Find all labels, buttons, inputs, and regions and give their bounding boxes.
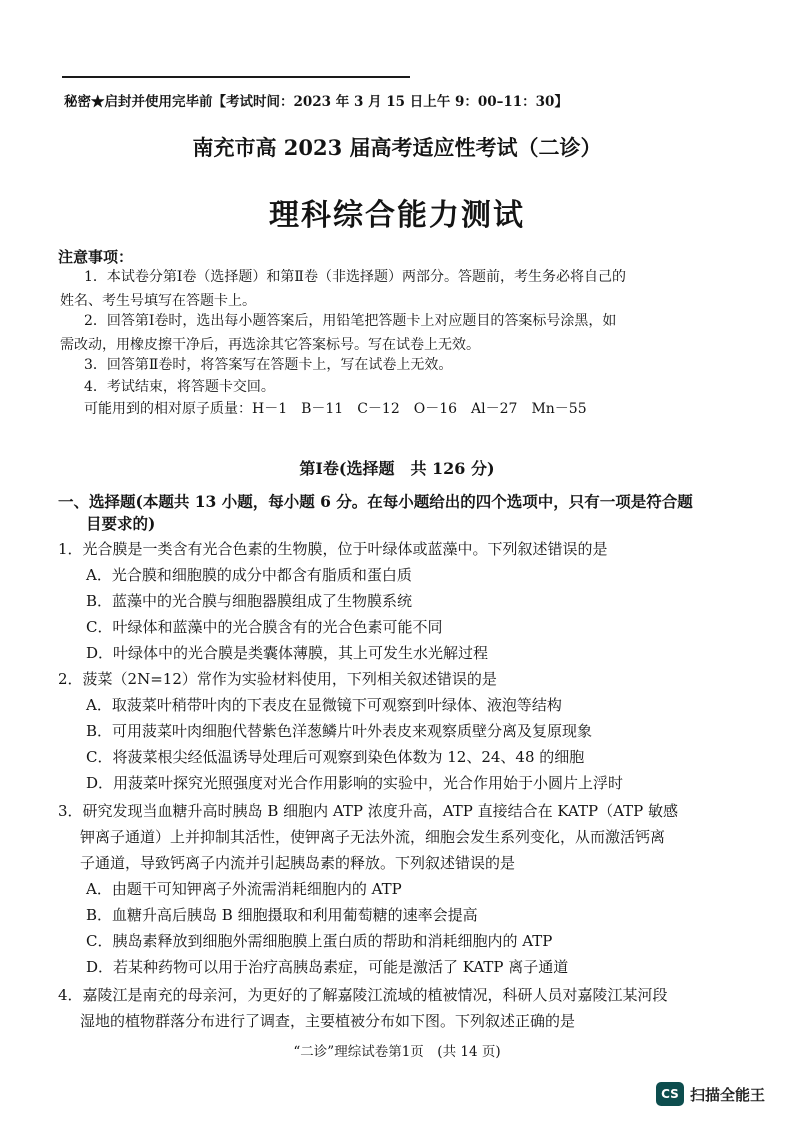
exam-subtitle: 理科综合能力测试 <box>269 198 525 233</box>
notice-line: 2．回答第Ⅰ卷时，选出每小题答案后，用铅笔把答题卡上对应题目的答案标号涂黑，如 <box>84 313 617 329</box>
question-stem-cont: 钾离子通道）上并抑制其活性，使钾离子无法外流，细胞会发生系列变化，从而激活钙离 <box>80 828 666 846</box>
option-c: C．胰岛素释放到细胞外需细胞膜上蛋白质的帮助和消耗细胞内的 ATP <box>86 932 553 950</box>
atomic-masses: 可能用到的相对原子质量：H－1 B－11 C－12 O－16 Al－27 Mn－55 <box>84 401 587 417</box>
notice-line: 需改动，用橡皮擦干净后，再选涂其它答案标号。写在试卷上无效。 <box>60 337 480 353</box>
notice-line: 4．考试结束，将答题卡交回。 <box>84 379 275 395</box>
section-instructions-cont: 目要求的) <box>86 514 156 533</box>
camscanner-icon: CS <box>656 1082 684 1106</box>
question-stem: 4．嘉陵江是南充的母亲河，为更好的了解嘉陵江流域的植被情况，科研人员对嘉陵江某河段 <box>58 986 668 1004</box>
option-a: A．光合膜和细胞膜的成分中都含有脂质和蛋白质 <box>86 566 412 584</box>
option-a: A．由题干可知钾离子外流需消耗细胞内的 ATP <box>86 880 402 898</box>
question-stem-cont: 湿地的植物群落分布进行了调查，主要植被分布如下图。下列叙述正确的是 <box>80 1012 576 1030</box>
notice-line: 3．回答第Ⅱ卷时，将答案写在答题卡上，写在试卷上无效。 <box>84 357 453 373</box>
option-b: B．蓝藻中的光合膜与细胞器膜组成了生物膜系统 <box>86 592 413 610</box>
question-stem-cont: 子通道，导致钙离子内流并引起胰岛素的释放。下列叙述错误的是 <box>80 854 516 872</box>
question-stem: 3．研究发现当血糖升高时胰岛 B 细胞内 ATP 浓度升高，ATP 直接结合在 KATP（ATP 敏感 <box>58 802 678 820</box>
option-c: C．将菠菜根尖经低温诱导处理后可观察到染色体数为 12、24、48 的细胞 <box>86 748 585 766</box>
page-footer: “二诊”理综试卷第1页 (共 14 页) <box>293 1044 501 1060</box>
option-b: B．血糖升高后胰岛 B 细胞摄取和利用葡萄糖的速率会提高 <box>86 906 478 924</box>
part-title: 第Ⅰ卷(选择题 共 126 分) <box>299 459 495 478</box>
exam-secret-notice: 秘密★启封并使用完毕前【考试时间：2023 年 3 月 15 日上午 9：00–11：30】 <box>64 94 568 110</box>
option-d: D．若某种药物可以用于治疗高胰岛素症，可能是激活了 KATP 离子通道 <box>86 958 569 976</box>
option-a: A．取菠菜叶稍带叶肉的下表皮在显微镜下可观察到叶绿体、液泡等结构 <box>86 696 562 714</box>
option-d: D．叶绿体中的光合膜是类囊体薄膜，其上可发生水光解过程 <box>86 644 489 662</box>
section-instructions: 一、选择题(本题共 13 小题，每小题 6 分。在每小题给出的四个选项中，只有一项是符合题 <box>58 492 693 511</box>
exam-title: 南充市高 2023 届高考适应性考试（二诊） <box>192 135 602 160</box>
watermark-text: 扫描全能王 <box>690 1085 766 1104</box>
option-c: C．叶绿体和蓝藻中的光合膜含有的光合色素可能不同 <box>86 618 443 636</box>
question-stem: 2．菠菜（2N=12）常作为实验材料使用，下列相关叙述错误的是 <box>58 670 497 688</box>
notice-line: 1．本试卷分第Ⅰ卷（选择题）和第Ⅱ卷（非选择题）两部分。答题前，考生务必将自己的 <box>84 269 626 285</box>
question-stem: 1．光合膜是一类含有光合色素的生物膜，位于叶绿体或蓝藻中。下列叙述错误的是 <box>58 540 608 558</box>
option-b: B．可用菠菜叶肉细胞代替紫色洋葱鳞片叶外表皮来观察质壁分离及复原现象 <box>86 722 593 740</box>
notice-line: 姓名、考生号填写在答题卡上。 <box>60 293 256 309</box>
scanner-watermark <box>656 1082 765 1106</box>
header-rule <box>62 76 410 78</box>
notice-heading: 注意事项： <box>58 248 134 266</box>
option-d: D．用菠菜叶探究光照强度对光合作用影响的实验中，光合作用始于小圆片上浮时 <box>86 774 624 792</box>
